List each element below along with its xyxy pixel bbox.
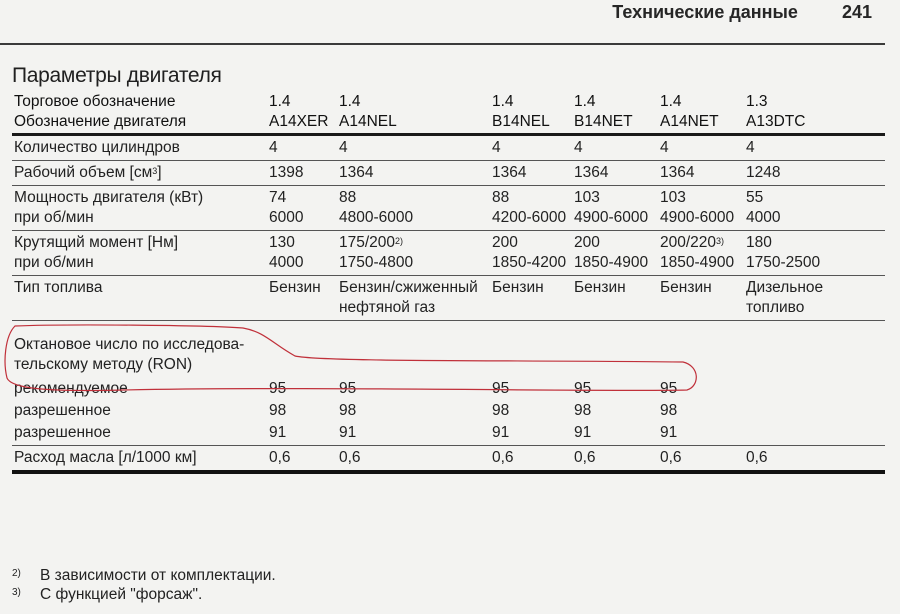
engine-spec-table bbox=[12, 92, 885, 474]
footnote-text: С функцией "форсаж". bbox=[40, 586, 203, 603]
table-row-fuel-type bbox=[12, 276, 885, 321]
row-label: разрешенное bbox=[12, 421, 267, 446]
cell: 1.3 bbox=[746, 93, 768, 110]
table-row-power-rpm bbox=[12, 208, 885, 231]
cell: 4 bbox=[337, 135, 490, 161]
cell: Бензин bbox=[490, 276, 572, 321]
cell: 1850-4900 bbox=[572, 253, 658, 276]
cell bbox=[267, 321, 337, 376]
row-label: Обозначение двигателя bbox=[12, 112, 267, 135]
cell bbox=[744, 375, 885, 399]
cell: 4 bbox=[490, 135, 572, 161]
row-label bbox=[12, 161, 267, 186]
cell: 91 bbox=[572, 421, 658, 446]
table-row-engine-code bbox=[12, 112, 885, 135]
header-divider bbox=[0, 43, 885, 45]
cell: 1398 bbox=[267, 161, 337, 186]
row-label: Тип топлива bbox=[12, 276, 267, 321]
cell: 1.4 bbox=[492, 93, 514, 110]
cell bbox=[658, 321, 744, 376]
footnote-text: В зависимости от комплектации. bbox=[40, 567, 276, 584]
row-label: разрешенное bbox=[14, 402, 111, 419]
cell: 0,6 bbox=[267, 446, 337, 473]
cell-value: 200/220 bbox=[660, 234, 717, 251]
cell: 200 bbox=[492, 234, 518, 251]
table-row-torque-rpm bbox=[12, 253, 885, 276]
cell: A14NEL bbox=[337, 112, 490, 135]
cell: 98 bbox=[339, 402, 357, 419]
table-row-displacement bbox=[12, 161, 885, 186]
cell: Бензин bbox=[267, 276, 337, 321]
footnote-2 bbox=[12, 566, 276, 585]
row-label: рекомендуемое bbox=[14, 380, 128, 397]
row-label: Крутящий момент [Нм] bbox=[14, 234, 179, 251]
cell: A14XER bbox=[267, 112, 337, 135]
cell: 98 bbox=[492, 402, 510, 419]
cell: 4900-6000 bbox=[658, 208, 744, 231]
table-row-octane-heading bbox=[12, 321, 885, 376]
cell: 88 bbox=[492, 189, 510, 206]
cell bbox=[490, 321, 572, 376]
cell: 4800-6000 bbox=[337, 208, 490, 231]
cell: 88 bbox=[339, 189, 357, 206]
table-row-torque bbox=[12, 231, 885, 254]
table-row-octane-recommended bbox=[12, 375, 885, 399]
cell: Бензин/сжиженный нефтяной газ bbox=[337, 276, 490, 321]
cell: 6000 bbox=[267, 208, 337, 231]
cell bbox=[337, 231, 490, 254]
label-text: Рабочий объем [см bbox=[14, 164, 153, 181]
footnote-ref: 3) bbox=[716, 236, 725, 246]
cell: A14NET bbox=[658, 112, 744, 135]
table-row-oil-consumption bbox=[12, 446, 885, 473]
cell: 98 bbox=[574, 402, 592, 419]
row-label: Количество цилиндров bbox=[12, 135, 267, 161]
cell: 1.4 bbox=[660, 93, 682, 110]
cell: 1850-4200 bbox=[490, 253, 572, 276]
cell: 4 bbox=[658, 135, 744, 161]
cell: 1750-4800 bbox=[337, 253, 490, 276]
table-row-octane-allowed-98 bbox=[12, 399, 885, 421]
cell: 1364 bbox=[658, 161, 744, 186]
cell: 4200-6000 bbox=[490, 208, 572, 231]
cell: 130 bbox=[269, 234, 295, 251]
row-label: Расход масла [л/1000 км] bbox=[12, 446, 267, 473]
cell bbox=[744, 421, 885, 446]
cell: 1.4 bbox=[269, 93, 291, 110]
cell: 1850-4900 bbox=[658, 253, 744, 276]
cell: A13DTC bbox=[744, 112, 885, 135]
cell: 1.4 bbox=[574, 93, 596, 110]
label-superscript: 3 bbox=[152, 166, 158, 176]
cell: 0,6 bbox=[572, 446, 658, 473]
cell: 4 bbox=[744, 135, 885, 161]
chapter-title: Технические данные bbox=[612, 2, 798, 22]
table-row-octane-allowed-91 bbox=[12, 421, 885, 446]
cell: 98 bbox=[660, 402, 678, 419]
cell: Дизельное топливо bbox=[744, 276, 885, 321]
footnotes bbox=[12, 566, 276, 604]
cell: 1750-2500 bbox=[744, 253, 885, 276]
row-label: Мощность двигателя (кВт) bbox=[14, 189, 204, 206]
cell: 98 bbox=[269, 402, 287, 419]
row-label: при об/мин bbox=[12, 253, 267, 276]
section-title: Параметры двигателя bbox=[12, 64, 222, 87]
cell: B14NET bbox=[572, 112, 658, 135]
cell bbox=[572, 321, 658, 376]
cell: 91 bbox=[490, 421, 572, 446]
row-label: при об/мин bbox=[12, 208, 267, 231]
cell: 95 bbox=[660, 380, 678, 397]
cell: 55 bbox=[746, 189, 764, 206]
cell: 95 bbox=[574, 380, 592, 397]
cell: B14NEL bbox=[490, 112, 572, 135]
cell: 91 bbox=[267, 421, 337, 446]
cell: Бензин bbox=[572, 276, 658, 321]
cell: 4900-6000 bbox=[572, 208, 658, 231]
footnote-mark: 3) bbox=[12, 587, 21, 598]
cell: 1.4 bbox=[339, 93, 361, 110]
cell: 0,6 bbox=[658, 446, 744, 473]
cell: 1364 bbox=[490, 161, 572, 186]
cell bbox=[744, 399, 885, 421]
row-label: Октановое число по исследова-тельскому методу (RON) bbox=[14, 336, 245, 373]
cell: 91 bbox=[337, 421, 490, 446]
cell: 1364 bbox=[572, 161, 658, 186]
cell: 103 bbox=[574, 189, 600, 206]
footnote-mark: 2) bbox=[12, 568, 21, 579]
footnote-3 bbox=[12, 585, 276, 604]
page-number: 241 bbox=[841, 2, 872, 22]
cell: Бензин bbox=[658, 276, 744, 321]
cell: 0,6 bbox=[490, 446, 572, 473]
cell: 200 bbox=[574, 234, 600, 251]
cell: 0,6 bbox=[337, 446, 490, 473]
table-row-power bbox=[12, 186, 885, 209]
cell: 74 bbox=[269, 189, 287, 206]
cell-value: 175/200 bbox=[339, 234, 396, 251]
label-suffix: ] bbox=[157, 164, 162, 181]
cell: 91 bbox=[658, 421, 744, 446]
cell: 95 bbox=[339, 380, 357, 397]
cell: 1248 bbox=[744, 161, 885, 186]
cell bbox=[337, 321, 490, 376]
cell: 95 bbox=[269, 380, 287, 397]
cell bbox=[744, 321, 885, 376]
cell: 103 bbox=[660, 189, 686, 206]
cell: 4 bbox=[267, 135, 337, 161]
row-label: Торговое обозначение bbox=[14, 93, 176, 110]
cell: 4000 bbox=[744, 208, 885, 231]
footnote-ref: 2) bbox=[395, 236, 404, 246]
table-row-trade-name bbox=[12, 92, 885, 112]
cell: 0,6 bbox=[744, 446, 885, 473]
cell: 180 bbox=[746, 234, 772, 251]
cell: 4 bbox=[572, 135, 658, 161]
page-header bbox=[612, 2, 872, 23]
cell: 1364 bbox=[337, 161, 490, 186]
table-row-cylinders bbox=[12, 135, 885, 161]
cell: 95 bbox=[492, 380, 510, 397]
cell: 4000 bbox=[267, 253, 337, 276]
cell bbox=[658, 231, 744, 254]
